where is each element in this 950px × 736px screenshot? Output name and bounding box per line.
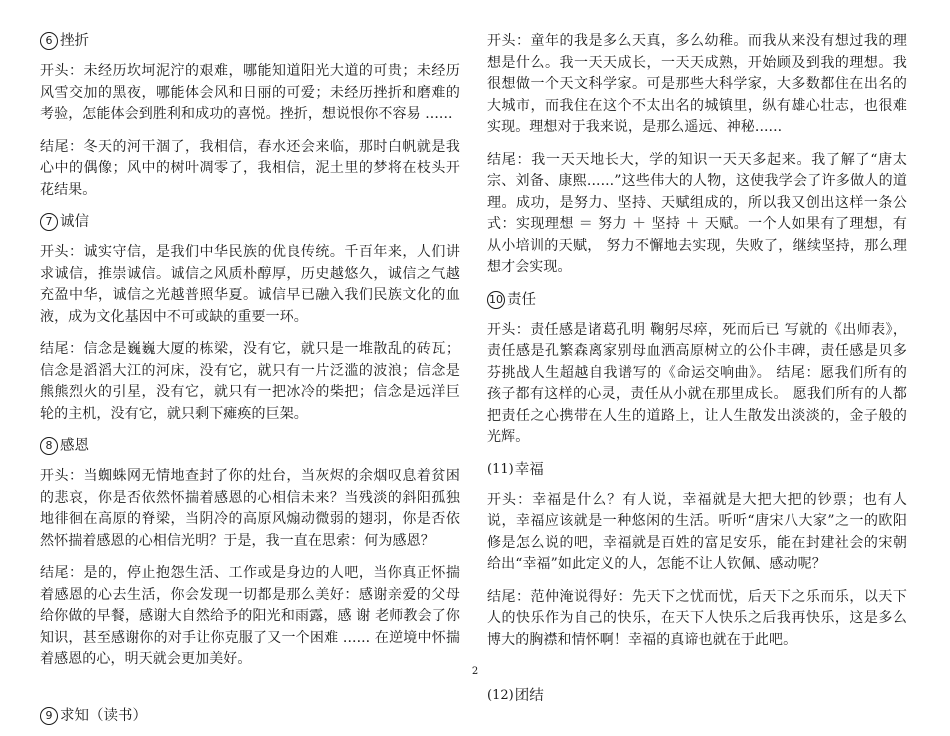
page-number: 2: [471, 666, 479, 677]
right-column: [487, 31, 907, 716]
section-title: 责任: [507, 291, 536, 308]
section-title: 诚信: [60, 214, 89, 230]
parenthesized-number: (11): [487, 461, 514, 477]
circled-number: 6: [40, 32, 58, 50]
circled-number: 10: [487, 291, 505, 309]
opening-paragraph: 开头：童年的我是多么天真，多么幼稚。而我从来没有想过我的理想是什么。我一天天成长，一天天成熟，开始顾及到我的理想。我很想做一个天文科学家。可是那些大科学家，大多数都住在出名的大城市，而我住在这个不太出名的城镇里，纵有雄心壮志，也很难实现。理想对于我来说，是那么遥远、神秘......: [487, 33, 907, 135]
parenthesized-number: (12): [487, 688, 514, 703]
opening-paragraph: 开头：责任感是诸葛孔明 鞠躬尽瘁，死而后已 写就的《出师表》，责任感是孔繁森离家别母血洒高原树立的公仆丰碑，责任感是贝多芬挑战人生超越自我谱写的《命运交响曲》。 结尾：愿我们所有的孩子都有这样的心灵，责任从小就在那里成长。 愿我们所有的人都把责任之心携带在人生的道路上，让人生散发出淡淡的，金子般的光辉。: [487, 321, 907, 445]
section-heading-12: [487, 686, 907, 706]
section-heading-10: [487, 290, 907, 310]
opening-paragraph: 开头：当蜘蛛网无情地查封了你的灶台，当灰烬的余烟叹息着贫困的悲哀，你是否依然怀揣着感恩的心相信未来？当残淡的斜阳孤独地徘徊在高原的脊梁，当阴冷的高原风煽动微弱的翅羽，你是否依然怀揣着感恩的心相信光明？于是，我一直在思索：何为感恩？: [40, 468, 460, 549]
circled-number: 8: [40, 437, 58, 455]
section-heading-7: [40, 212, 460, 232]
left-column: [40, 31, 460, 736]
circled-number: 7: [40, 213, 58, 231]
section-heading-9: [40, 706, 460, 726]
section-heading-11: [487, 460, 907, 480]
section-title: 求知（读书）: [60, 707, 147, 724]
section-number: 12: [492, 688, 509, 703]
closing-paragraph: 结尾：我一天天地长大，学的知识一天天多起来。我了解了“唐太宗、刘备、康熙......”这些伟大的人物，这使我学会了许多做人的道理。成功，是努力、坚持、天赋组成的，所以我又创出这样一条公式：实现理想 ＝ 努力 ＋ 坚持 ＋ 天赋。一个人如果有了理想，有从小培训的天赋， 努力不懈地去实现，失败了，继续坚持，那么理想才会实现。: [487, 151, 907, 275]
spacer: [40, 682, 460, 706]
closing-paragraph: 结尾：是的，停止抱怨生活、工作或是身边的人吧，当你真正怀揣着感恩的心去生活，你会发现一切都是那么美好：感谢亲爱的父母给你做的早餐，感谢大自然给予的阳光和雨露，感 谢 老师教会了你知识，甚至感谢你的对手让你克服了又一个困难 ...... 在逆境中怀揣着感恩的心，明天就会更加美好。: [40, 565, 460, 667]
section-number: 11: [492, 461, 509, 477]
opening-paragraph: 开头：未经历坎坷泥泞的艰难，哪能知道阳光大道的可贵；未经历风雪交加的黑夜，哪能体会风和日丽的可爱；未经历挫折和磨难的考验，怎能体会到胜利和成功的喜悦。挫折，想说恨你不容易 ......: [40, 63, 460, 122]
section-title: 感恩: [60, 438, 89, 454]
section-title: 团结: [514, 688, 544, 704]
opening-paragraph: 开头：幸福是什么？有人说，幸福就是大把大把的钞票；也有人说，幸福应该就是一种悠闲的生活。听听“唐宋八大家”之一的欧阳修是怎么说的吧，幸福就是百姓的富足安乐，能在封建社会的宋朝给出“幸福”如此定义的人，怎能不让人钦佩、感动呢？: [487, 491, 907, 572]
closing-paragraph: 结尾：信念是巍巍大厦的栋梁，没有它，就只是一堆散乱的砖瓦；信念是滔滔大江的河床，没有它，就只有一片泛滥的波浪；信念是熊熊烈火的引星，没有它，就只有一把冰冷的柴把；信念是远洋巨轮的主机，没有它，就只剩下瘫痪的巨架。: [40, 341, 460, 422]
closing-paragraph: 结尾：冬天的河干涸了，我相信，春水还会来临，那时白帆就是我心中的偶像；风中的树叶凋零了，我相信，泥土里的梦将在枝头开花结果。: [40, 138, 460, 198]
section-title: 幸福: [514, 461, 544, 478]
closing-paragraph: 结尾：范仲淹说得好：先天下之忧而忧，后天下之乐而乐，以天下人的快乐作为自己的快乐，在天下人快乐之后我再快乐，这是多么博大的胸襟和情怀啊！幸福的真谛也就在于此吧。: [487, 588, 907, 648]
circled-number: 9: [40, 707, 58, 725]
opening-paragraph: 开头：诚实守信，是我们中华民族的优良传统。千百年来，人们讲求诚信，推崇诚信。诚信之风质朴醇厚，历史越悠久，诚信之气越充盈中华，诚信之光越普照华夏。诚信早已融入我们民族文化的血液，成为文化基因中不可或缺的重要一环。: [40, 244, 460, 325]
section-heading-8: [40, 436, 460, 456]
section-title: 挫折: [60, 33, 89, 49]
section-heading-6: [40, 31, 460, 51]
